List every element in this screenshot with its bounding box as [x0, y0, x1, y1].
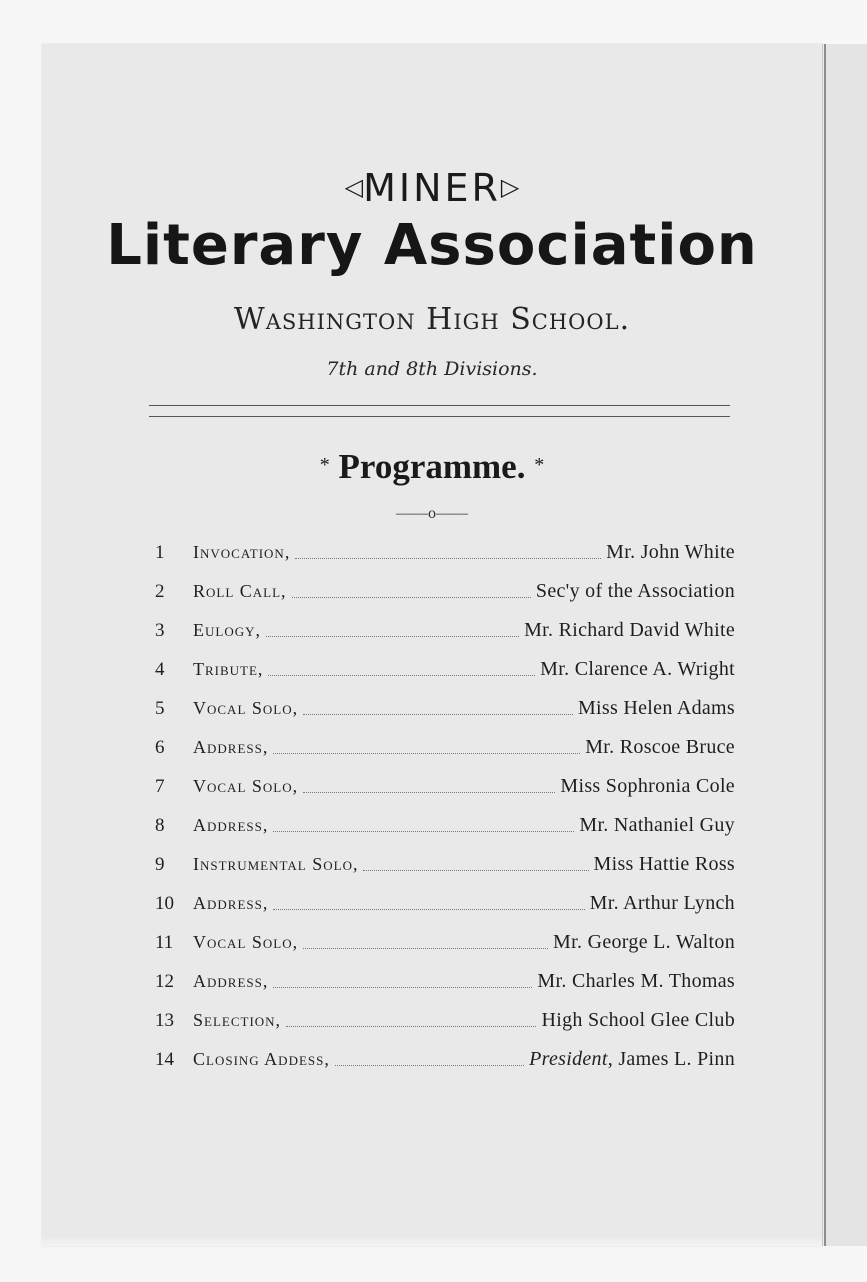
leader-dots: [295, 558, 601, 559]
programme-title: Programme.: [338, 447, 526, 486]
leader-dots: [335, 1065, 524, 1066]
leader-dots: [273, 987, 532, 988]
item-title: Tribute,: [193, 659, 264, 679]
leader-dots: [273, 753, 580, 754]
item-number: 14: [155, 1048, 174, 1070]
programme-item: [155, 962, 735, 1001]
programme-item: [155, 572, 735, 611]
item-number: 11: [155, 931, 174, 953]
item-title: Invocation,: [193, 542, 291, 562]
performer-name: , James L. Pinn: [607, 1048, 735, 1070]
programme-item: [155, 1001, 735, 1040]
header-rule-lower: [149, 416, 730, 417]
item-number: 6: [155, 736, 165, 758]
left-ornament-icon: ◁: [344, 173, 364, 201]
programme-item: [155, 806, 735, 845]
programme-item: [155, 923, 735, 962]
page-bottom-edge: [42, 1236, 822, 1246]
leader-dots: [303, 948, 548, 949]
item-number: 7: [155, 775, 165, 797]
leader-dots: [303, 792, 555, 793]
item-performer: Miss Helen Adams: [577, 697, 735, 719]
item-title: Vocal Solo,: [193, 776, 299, 796]
programme-item: [155, 1040, 735, 1079]
leader-dots: [363, 870, 588, 871]
item-title: Roll Call,: [193, 581, 287, 601]
item-number: 12: [155, 970, 174, 992]
item-title: Vocal Solo,: [193, 932, 299, 952]
item-title: Address,: [193, 893, 269, 913]
item-number: 5: [155, 697, 165, 719]
item-performer: Mr. John White: [606, 541, 735, 563]
item-number: 2: [155, 580, 165, 602]
programme-heading: [42, 447, 822, 487]
item-title: Address,: [193, 815, 269, 835]
item-title: Address,: [193, 737, 269, 757]
leader-dots: [266, 636, 519, 637]
item-number: 8: [155, 814, 165, 836]
item-number: 1: [155, 541, 165, 563]
programme-item: [155, 845, 735, 884]
divisions-line: 7th and 8th Divisions.: [326, 358, 538, 380]
association-name-top: [42, 166, 822, 210]
programme-item: [155, 650, 735, 689]
item-performer: Mr. George L. Walton: [553, 931, 735, 953]
item-number: 9: [155, 853, 165, 875]
programme-item: [155, 884, 735, 923]
programme-divider: ——o——: [396, 505, 468, 522]
header-rule-upper: [149, 405, 730, 406]
leader-dots: [268, 675, 535, 676]
programme-item: [155, 611, 735, 650]
item-performer: Mr. Clarence A. Wright: [540, 658, 735, 680]
item-title: Address,: [193, 971, 269, 991]
item-performer: Mr. Richard David White: [524, 619, 735, 641]
item-performer: Miss Sophronia Cole: [560, 775, 735, 797]
item-performer: [529, 1048, 735, 1071]
item-performer: Mr. Arthur Lynch: [589, 892, 735, 914]
item-title: Instrumental Solo,: [193, 854, 359, 874]
item-performer: Sec'y of the Association: [535, 580, 735, 602]
left-star-icon: *: [319, 454, 330, 476]
miner-heading: MINER: [363, 166, 501, 210]
leader-dots: [286, 1026, 536, 1027]
performer-role: President: [529, 1048, 608, 1070]
right-ornament-icon: ▷: [500, 173, 520, 201]
item-number: 3: [155, 619, 165, 641]
item-performer: Mr. Nathaniel Guy: [579, 814, 735, 836]
literary-association-title: Literary Association: [106, 213, 758, 278]
leader-dots: [273, 831, 574, 832]
programme-item: [155, 767, 735, 806]
item-number: 4: [155, 658, 165, 680]
item-title: Closing Addess,: [193, 1049, 330, 1069]
leader-dots: [303, 714, 573, 715]
item-number: 13: [155, 1009, 174, 1031]
item-performer: High School Glee Club: [541, 1009, 735, 1031]
item-performer: Miss Hattie Ross: [593, 853, 735, 875]
item-title: Eulogy,: [193, 620, 261, 640]
item-performer: Mr. Charles M. Thomas: [537, 970, 735, 992]
programme-list: [155, 533, 735, 1079]
adjacent-page-edge: [824, 44, 867, 1246]
item-number: 10: [155, 892, 174, 914]
leader-dots: [292, 597, 531, 598]
item-title: Selection,: [193, 1010, 282, 1030]
programme-item: [155, 533, 735, 572]
leader-dots: [273, 909, 584, 910]
programme-item: [155, 689, 735, 728]
programme-item: [155, 728, 735, 767]
school-name: Washington High School.: [233, 302, 631, 337]
item-performer: Mr. Roscoe Bruce: [585, 736, 735, 758]
item-title: Vocal Solo,: [193, 698, 299, 718]
right-star-icon: *: [534, 454, 545, 476]
